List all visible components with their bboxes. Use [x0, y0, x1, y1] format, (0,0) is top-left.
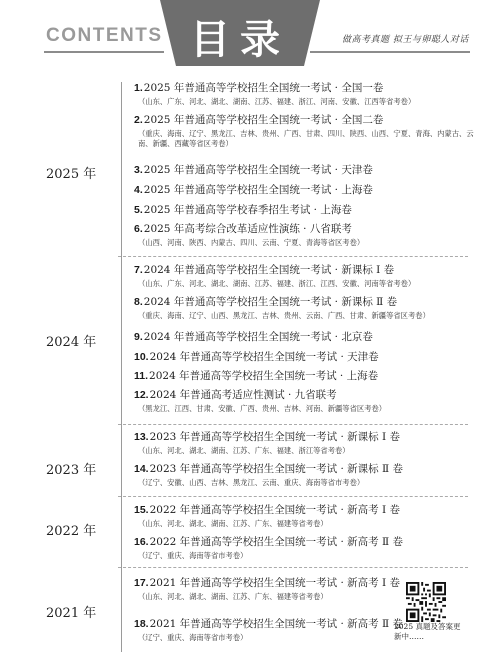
entry-title: 2024 年普通高考适应性测试 · 九省联考	[149, 389, 337, 401]
entry-title: 2023 年普通高等学校招生全国统一考试 · 新课标 Ⅰ 卷	[149, 431, 401, 443]
entry-subtitle: （山东、河北、湖北、湖南、江苏、广东、福建等省考卷）	[138, 592, 328, 601]
entry-subtitle: （山东、广东、河北、湖北、湖南、江苏、福建、浙江、河南、安徽、江西等省考卷）	[138, 97, 416, 106]
section-divider	[118, 567, 468, 568]
toc-entry[interactable]	[134, 82, 484, 107]
year-label-2021: 2021 年	[46, 606, 97, 621]
header-divider-right	[310, 51, 470, 53]
entry-title: 2025 年普通高等学校招生全国统一考试 · 上海卷	[143, 184, 373, 196]
entry-number: 11.	[134, 370, 149, 382]
toc-entry[interactable]	[134, 370, 484, 383]
toc-entry[interactable]	[134, 204, 484, 217]
toc-entry[interactable]	[134, 164, 484, 177]
toc-entry[interactable]	[134, 504, 484, 529]
qr-code-icon[interactable]	[406, 582, 446, 622]
contents-label: CONTENTS	[46, 25, 163, 46]
entry-title: 2024 年普通高等学校招生全国统一考试 · 新课标 Ⅰ 卷	[143, 264, 395, 276]
entry-title: 2025 年高考综合改革适应性演练 · 八省联考	[143, 223, 352, 235]
toc-entry[interactable]	[134, 296, 484, 321]
toc-entry[interactable]	[134, 431, 484, 456]
entry-subtitle: （黑龙江、江西、甘肃、安徽、广西、贵州、吉林、河南、新疆等省区考卷）	[138, 404, 387, 413]
entry-number: 9.	[134, 331, 143, 343]
toc-entry[interactable]	[134, 351, 484, 364]
entry-number: 15.	[134, 504, 149, 516]
entry-title: 2021 年普通高等学校招生全国统一考试 · 新高考 Ⅱ 卷	[149, 618, 403, 630]
entry-subtitle: （山西、河南、陕西、内蒙古、四川、云南、宁夏、青海等省区考卷）	[138, 238, 365, 247]
section-divider	[118, 496, 468, 497]
toc-entry[interactable]	[134, 331, 484, 344]
qr-caption: 2025 真题及答案更新中……	[394, 622, 461, 641]
entry-number: 6.	[134, 223, 143, 235]
section-divider	[118, 256, 468, 257]
entry-subtitle: （山东、河北、湖北、湖南、江苏、广东、福建、浙江等省考卷）	[138, 446, 350, 455]
entry-title: 2025 年普通高等学校招生全国统一考试 · 全国二卷	[143, 114, 384, 126]
header-divider-left	[44, 51, 164, 53]
entry-number: 1.	[134, 82, 143, 94]
year-label-2023: 2023 年	[46, 463, 97, 478]
entry-number: 10.	[134, 351, 149, 363]
entry-title: 2024 年普通高等学校招生全国统一考试 · 上海卷	[149, 370, 379, 382]
entry-title: 2024 年普通高等学校招生全国统一考试 · 北京卷	[143, 331, 373, 343]
toc-entry[interactable]	[134, 389, 484, 414]
entry-subtitle: （辽宁、重庆、海南等省市考卷）	[138, 551, 248, 560]
toc-entry[interactable]	[134, 536, 484, 561]
toc-entry[interactable]	[134, 264, 484, 289]
entry-number: 7.	[134, 264, 143, 276]
entry-title: 2024 年普通高等学校招生全国统一考试 · 新课标 Ⅱ 卷	[143, 296, 398, 308]
toc-entry[interactable]	[134, 223, 484, 248]
section-divider	[118, 424, 468, 425]
entry-title: 2024 年普通高等学校招生全国统一考试 · 天津卷	[149, 351, 379, 363]
entry-title: 2021 年普通高等学校招生全国统一考试 · 新高考 Ⅰ 卷	[149, 577, 401, 589]
entry-subtitle: （重庆、海南、辽宁、黑龙江、吉林、贵州、广西、甘肃、四川、陕西、山西、宁夏、青海、内蒙古、云南、新疆、西藏等省区考卷）	[138, 129, 474, 148]
entry-number: 2.	[134, 114, 143, 126]
entry-number: 14.	[134, 463, 149, 475]
entry-subtitle: （重庆、海南、辽宁、山西、黑龙江、吉林、贵州、云南、广西、甘肃、新疆等省区考卷）	[138, 311, 430, 320]
entry-title: 2025 年普通高等学校招生全国统一考试 · 全国一卷	[143, 82, 384, 94]
entry-title: 2023 年普通高等学校招生全国统一考试 · 新课标 Ⅱ 卷	[149, 463, 403, 475]
entry-subtitle: （辽宁、重庆、海南等省市考卷）	[138, 633, 248, 642]
entry-title: 2025 年普通高等学校春季招生考试 · 上海卷	[143, 204, 352, 216]
header-slogan: 做高考真题 拟王与卵聪人对话	[342, 35, 469, 45]
year-label-2022: 2022 年	[46, 524, 97, 539]
entry-number: 3.	[134, 164, 143, 176]
toc-entry[interactable]	[134, 463, 484, 488]
page-title: 目录	[190, 16, 290, 63]
year-label-2025: 2025 年	[46, 167, 97, 182]
year-label-2024: 2024 年	[46, 335, 97, 350]
entry-subtitle: （辽宁、安徽、山西、吉林、黑龙江、云南、重庆、海南等省市考卷）	[138, 478, 365, 487]
entry-number: 12.	[134, 389, 149, 401]
entry-number: 18.	[134, 618, 149, 630]
entry-title: 2022 年普通高等学校招生全国统一考试 · 新高考 Ⅱ 卷	[149, 536, 403, 548]
entry-number: 8.	[134, 296, 143, 308]
toc-entry[interactable]	[134, 114, 484, 149]
entry-subtitle: （山东、广东、河北、湖北、湖南、江苏、福建、浙江、江西、安徽、河南等省考卷）	[138, 279, 416, 288]
entry-title: 2022 年普通高等学校招生全国统一考试 · 新高考 Ⅰ 卷	[149, 504, 401, 516]
entry-number: 5.	[134, 204, 143, 216]
entry-number: 4.	[134, 184, 143, 196]
entry-subtitle: （山东、河北、湖北、湖南、江苏、广东、福建等省考卷）	[138, 519, 328, 528]
entry-number: 16.	[134, 536, 149, 548]
entry-number: 13.	[134, 431, 149, 443]
entry-number: 17.	[134, 577, 149, 589]
toc-entry[interactable]	[134, 184, 484, 197]
entry-title: 2025 年普通高等学校招生全国统一考试 · 天津卷	[143, 164, 373, 176]
